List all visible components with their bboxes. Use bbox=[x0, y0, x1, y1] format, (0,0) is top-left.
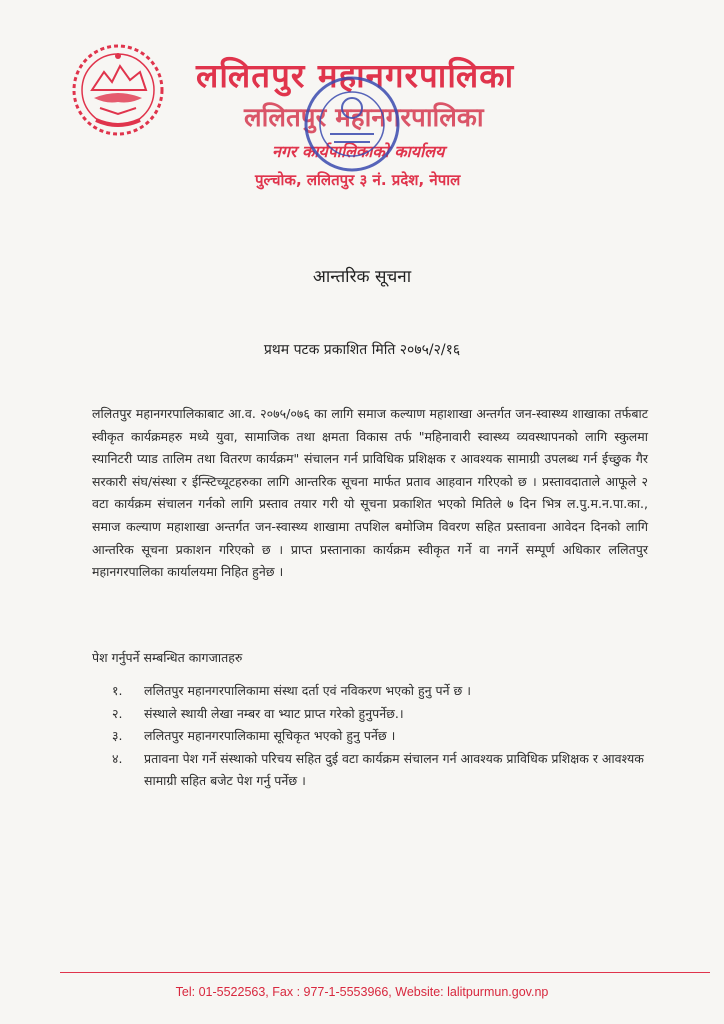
list-item-number: १. bbox=[112, 683, 123, 698]
list-item-text: संस्थाले स्थायी लेखा नम्बर वा भ्याट प्राप्त गरेको हुनुपर्नेछ.। bbox=[144, 705, 404, 721]
notice-body: ललितपुर महानगरपालिकाबाट आ.व. २०७५/०७६ का लागि समाज कल्याण महाशाखा अन्तर्गत जन-स्वास्थ्य शाखाका तर्फबाट स्वीकृत कार्यक्रमहरु मध्ये युवा, सामाजिक तथा क्षमता विकास तर्फ "महिनावारी स्वास्थ्य व्यवस्थापनको लागि स्कुलमा स्यानिटरी प्याड तालिम तथा वितरण कार्यक्रम" संचालन गर्न प्राविधिक प्रशिक्षक र आवश्यक सामाग्री उपलब्ध गर्न ईच्छुक गैर सरकारी संघ/संस्था र ईन्स्टिच्यूटहरुका लागि आन्तरिक सूचना मार्फत प्रताव आहवान गरिएको छ । प्रस्तावदाताले आफूले २ वटा कार्यक्रम संचालन गर्नको लागि प्रस्ताव तयार गरी यो सूचना प्रकाशित भएको मितिले ७ दिन भित्र ल.पु.म.न.पा.का., समाज कल्याण महाशाखा अन्तर्गत जन-स्वास्थ्य शाखामा तपशिल बमोजिम विवरण सहित प्रस्तावना आवेदन दिनको लागि आन्तरिक सूचना प्रकाशन गरिएको छ । प्राप्त प्रस्तानाका कार्यक्रम स्वीकृत गर्ने वा नगर्ने सम्पूर्ण अधिकार ललितपुर महानगरपालिका कार्यालयमा निहित हुनेछ । bbox=[92, 406, 648, 580]
publish-date-line: प्रथम पटक प्रकाशित मिति २०७५/२/१६ bbox=[263, 342, 461, 358]
nepal-emblem-icon bbox=[70, 42, 166, 138]
list-item-number: ४. bbox=[112, 750, 123, 766]
letterhead-title-repeat: ललितपुर महानगरपालिका bbox=[244, 103, 484, 133]
list-item-number: २. bbox=[112, 705, 123, 721]
list-item bbox=[112, 703, 652, 726]
documents-heading: पेश गर्नुपर्ने सम्बन्धित कागजातहरु bbox=[92, 650, 243, 665]
letterhead-office: नगर कार्यपालिकाको कार्यालय bbox=[272, 142, 445, 161]
letterhead-address: पुल्चोक, ललितपुर ३ नं. प्रदेश, नेपाल bbox=[255, 171, 461, 189]
list-item-text: प्रतावना पेश गर्ने संस्थाको परिचय सहित दुई वटा कार्यक्रम संचालन गर्न आवश्यक प्राविधिक प्रशिक्षक र आवश्यक सामाग्री सहित बजेट पेश गर्नु पर्नेछ । bbox=[144, 750, 644, 789]
footer-divider bbox=[60, 972, 710, 973]
list-item bbox=[112, 725, 652, 748]
list-item bbox=[112, 680, 652, 703]
official-stamp-icon bbox=[300, 72, 404, 176]
list-item-number: ३. bbox=[112, 728, 123, 744]
documents-list bbox=[112, 680, 652, 793]
notice-title: आन्तरिक सूचना bbox=[312, 267, 412, 287]
list-item-text: ललितपुर महानगरपालिकामा सूचिकृत भएको हुनु पर्नेछ । bbox=[144, 728, 396, 744]
list-item-text: ललितपुर महानगरपालिकामा संस्था दर्ता एवं नविकरण भएको हुनु पर्ने छ । bbox=[144, 683, 471, 698]
list-item bbox=[112, 748, 652, 793]
footer-contact: Tel: 01-5522563, Fax : 977-1-5553966, Website: lalitpurmun.gov.np bbox=[175, 985, 549, 999]
letterhead-title: ललितपुर महानगरपालिका bbox=[196, 56, 515, 95]
